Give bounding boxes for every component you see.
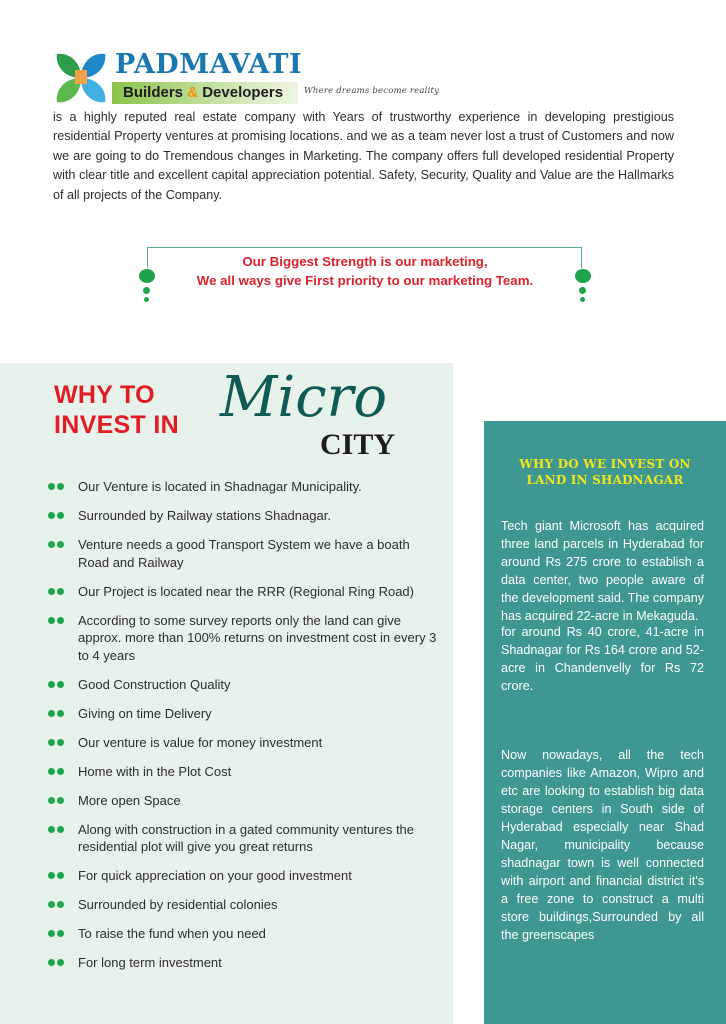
bullet-dots-icon — [48, 483, 78, 490]
list-item — [48, 867, 443, 885]
bracket-dot-icon — [144, 297, 149, 302]
brand-subtitle — [123, 82, 283, 104]
list-item — [48, 896, 443, 914]
list-item-text: For quick appreciation on your good investment — [78, 868, 352, 883]
bracket-dot-icon — [579, 287, 586, 294]
list-item-text: Our Project is located near the RRR (Regional Ring Road) — [78, 583, 414, 599]
list-item — [48, 792, 443, 810]
list-item-text: According to some survey reports only the land can give approx. more than 100% returns on investment cost in every 3 to 4 years — [78, 612, 437, 663]
shadnagar-heading — [484, 456, 726, 488]
list-item — [48, 612, 443, 665]
intro-paragraph: is a highly reputed real estate company with Years of trustworthy experience in developing prestigious residential Property ventures at promising locations. and we as a team never lost a trust of Customers and now we are going to do Tremendous changes in Marketing. The company offers full developed residential Property with clear title and excellent capital appreciation potential. Safety, Security, Quality and Value are the Hallmarks of all projects of the Company. — [53, 110, 674, 202]
list-item — [48, 925, 443, 943]
list-item — [48, 954, 443, 972]
bracket-dot-icon — [143, 287, 150, 294]
strength-line-1: Our Biggest Strength is our marketing, — [242, 254, 488, 269]
shadnagar-paragraph-1: Tech giant Microsoft has acquired three land parcels in Hyderabad for around Rs 275 crore to establish a data center, two people aware of the development said. The company has acquired 22-acre in Mekaguda. — [501, 519, 704, 623]
list-item-text: Home with in the Plot Cost — [78, 763, 232, 779]
list-item — [48, 705, 443, 723]
list-item-text: For long term investment — [78, 955, 222, 970]
brand-subtitle-builders: Builders — [123, 84, 184, 101]
list-item — [48, 763, 443, 781]
bullet-dots-icon — [48, 588, 78, 595]
list-item — [48, 536, 443, 571]
bullet-dots-icon — [48, 959, 78, 966]
list-item-text: Surrounded by residential colonies — [78, 897, 278, 912]
bullet-dots-icon — [48, 797, 78, 804]
list-item-text: To raise the fund when you need — [78, 926, 266, 941]
micro-script-title: Micro — [220, 365, 388, 430]
list-item-text: Surrounded by Railway stations Shadnagar. — [78, 508, 331, 523]
strength-statement — [150, 252, 580, 290]
shadnagar-heading-line-2: LAND IN SHADNAGAR — [526, 473, 684, 487]
shadnagar-heading-line-1: WHY DO WE INVEST ON — [519, 457, 691, 471]
list-item-text: Our venture is value for money investment — [78, 734, 323, 750]
list-item-text: Venture needs a good Transport System we have a boath Road and Railway — [78, 537, 410, 570]
bullet-dots-icon — [48, 826, 78, 833]
bracket-dot-icon — [580, 297, 585, 302]
bullet-dots-icon — [48, 617, 78, 624]
why-invest-heading-line-1: WHY TO — [54, 381, 155, 409]
why-invest-heading — [54, 380, 179, 440]
list-item — [48, 734, 443, 752]
list-item — [48, 478, 443, 496]
brand-tagline: Where dreams become reality — [304, 86, 440, 96]
reasons-list — [48, 478, 443, 983]
bullet-dots-icon — [48, 512, 78, 519]
brand-subtitle-amp: & — [187, 84, 199, 101]
list-item-text: Giving on time Delivery — [78, 705, 212, 721]
brand-subtitle-developers: Developers — [202, 84, 284, 101]
list-item-text: Along with construction in a gated community ventures the residential plot will give you great returns — [78, 821, 415, 854]
bullet-dots-icon — [48, 681, 78, 688]
strength-line-2: We all ways give First priority to our marketing Team. — [196, 273, 534, 288]
list-item-text: More open Space — [78, 792, 181, 808]
bullet-dots-icon — [48, 739, 78, 746]
list-item-text: Good Construction Quality — [78, 676, 231, 692]
bullet-dots-icon — [48, 768, 78, 775]
list-item-text: Our Venture is located in Shadnagar Municipality. — [78, 479, 362, 494]
city-title: CITY — [320, 428, 396, 461]
bullet-dots-icon — [48, 930, 78, 937]
list-item — [48, 507, 443, 525]
bullet-dots-icon — [48, 901, 78, 908]
logo-flower-icon — [53, 50, 109, 106]
shadnagar-paragraph-2: for around Rs 40 crore, 41-acre in Shadnagar for Rs 164 crore and 52-acre in Chandenvelly for Rs 72 crore. — [501, 625, 704, 693]
bullet-dots-icon — [48, 541, 78, 548]
bullet-dots-icon — [48, 872, 78, 879]
list-item — [48, 583, 443, 601]
shadnagar-paragraph-3: Now nowadays, all the tech companies like Amazon, Wipro and etc are looking to establish big data storage centers in South side of Hyderabad especially near Shad Nagar, municipality because shadnagar town is well connected with airport and financial district it's a free zone to construct a multi store buildings,Surrounded by all the greenscapes — [501, 748, 704, 942]
list-item — [48, 821, 443, 856]
why-invest-heading-line-2: INVEST IN — [54, 411, 179, 439]
brand-name: PADMAVATI — [115, 49, 303, 80]
bullet-dots-icon — [48, 710, 78, 717]
list-item — [48, 676, 443, 694]
